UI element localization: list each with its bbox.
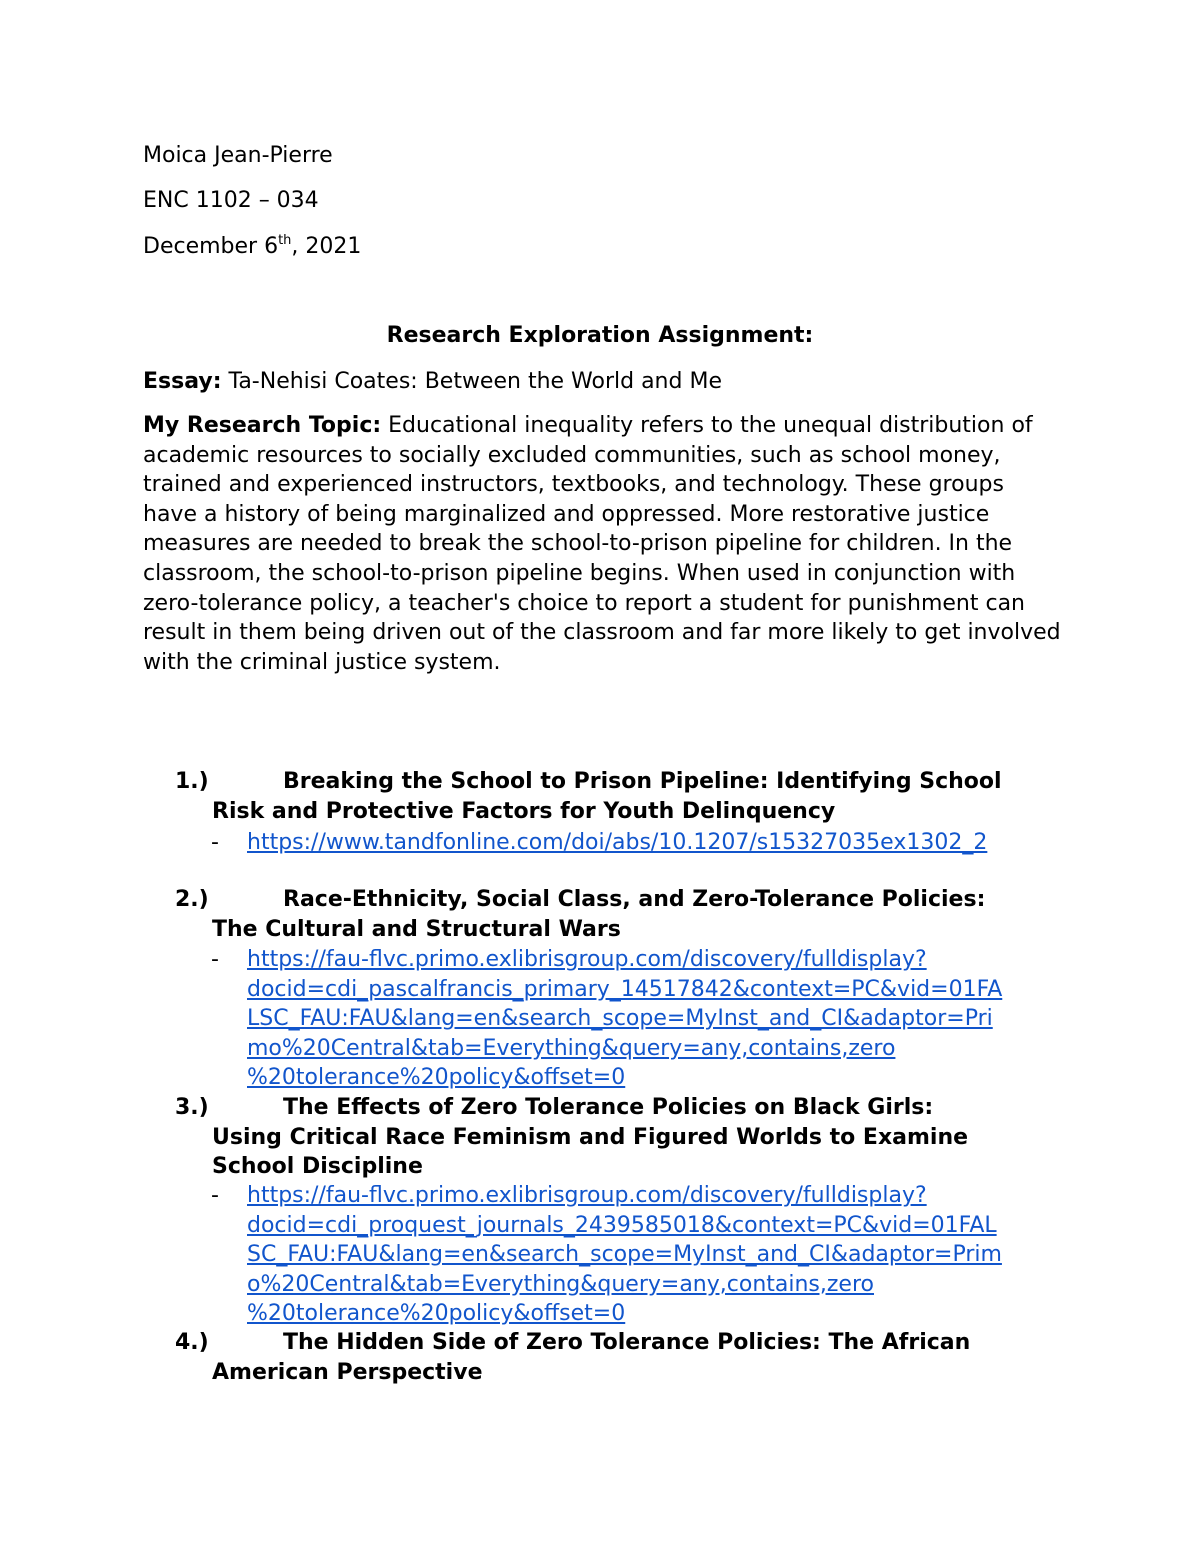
source-2-title — [175, 885, 1065, 944]
source-1-title — [175, 767, 1065, 826]
source-3-title-line1: The Effects of Zero Tolerance Policies on Black Girls: — [283, 1095, 934, 1120]
source-3-link[interactable]: https://fau-flvc.primo.exlibrisgroup.com/discovery/fulldisplay? docid=cdi_proquest_journals_2439585018&context=PC&vid=01FAL SC_FAU:FAU&lang=en&search_scope=MyInst_and_CI&adaptor=Prim o%20Central&tab=Everything&query=any,contains,zero %20tolerance%20policy&offset=0 — [247, 1183, 1002, 1327]
date-line — [143, 234, 361, 260]
source-4-title — [175, 1328, 1065, 1387]
date-superscript: th — [278, 233, 292, 248]
source-3-link-row — [211, 1181, 1071, 1329]
source-3-title-rest: Using Critical Race Feminism and Figured Worlds to Examine School Discipline — [212, 1124, 969, 1180]
author-name: Moica Jean-Pierre — [143, 143, 333, 168]
course-code: ENC 1102 – 034 — [143, 188, 319, 213]
essay-text: Ta-Nehisi Coates: Between the World and Me — [221, 369, 722, 394]
source-4-number: 4.) — [175, 1330, 209, 1355]
source-4-title-line1: The Hidden Side of Zero Tolerance Policies: The African — [283, 1330, 971, 1355]
topic-label: My Research Topic: — [143, 413, 382, 438]
source-2-link[interactable]: https://fau-flvc.primo.exlibrisgroup.com/discovery/fulldisplay? docid=cdi_pascalfrancis_primary_14517842&context=PC&vid=01FA LSC_FAU:FAU&lang=en&search_scope=MyInst_and_CI&adaptor=Pri mo%20Central&tab=Everything&query=any,contains,zero %20tolerance%20policy&offset=0 — [247, 947, 1003, 1091]
source-1-number: 1.) — [175, 769, 209, 794]
source-2-title-line1: Race-Ethnicity, Social Class, and Zero-Tolerance Policies: — [283, 887, 986, 912]
source-2-number: 2.) — [175, 887, 209, 912]
essay-line — [143, 367, 1063, 397]
source-3-number: 3.) — [175, 1095, 209, 1120]
source-4-title-rest: American Perspective — [212, 1359, 483, 1385]
source-1-link[interactable]: https://www.tandfonline.com/doi/abs/10.1207/s15327035ex1302_2 — [247, 830, 988, 855]
source-3-title — [175, 1093, 1065, 1182]
research-topic-paragraph — [143, 411, 1063, 677]
date-suffix: , 2021 — [291, 234, 362, 259]
source-3-dash: - — [211, 1183, 219, 1208]
source-2-link-row — [211, 945, 1071, 1093]
source-2-dash: - — [211, 947, 219, 972]
topic-text: Educational inequality refers to the unequal distribution of academic resources to socially excluded communities, such as school money, trained and experienced instructors, textbooks, and technology. These groups have a history of being marginalized and oppressed. More restorative justice measures are needed to break the school-to-prison pipeline for children. In the classroom, the school-to-prison pipeline begins. When used in conjunction with zero-tolerance policy, a teacher's choice to report a student for punishment can result in them being driven out of the classroom and far more likely to get involved with the criminal justice system. — [143, 413, 1061, 675]
document-title: Research Exploration Assignment: — [386, 323, 814, 348]
date-prefix: December 6 — [143, 234, 279, 259]
source-1-dash: - — [211, 830, 219, 855]
source-1-title-rest: Risk and Protective Factors for Youth Delinquency — [212, 798, 836, 824]
source-2-title-rest: The Cultural and Structural Wars — [212, 916, 621, 942]
source-1-link-row — [211, 828, 1071, 858]
source-1-title-line1: Breaking the School to Prison Pipeline: Identifying School — [283, 769, 1002, 794]
essay-label: Essay: — [143, 369, 222, 394]
